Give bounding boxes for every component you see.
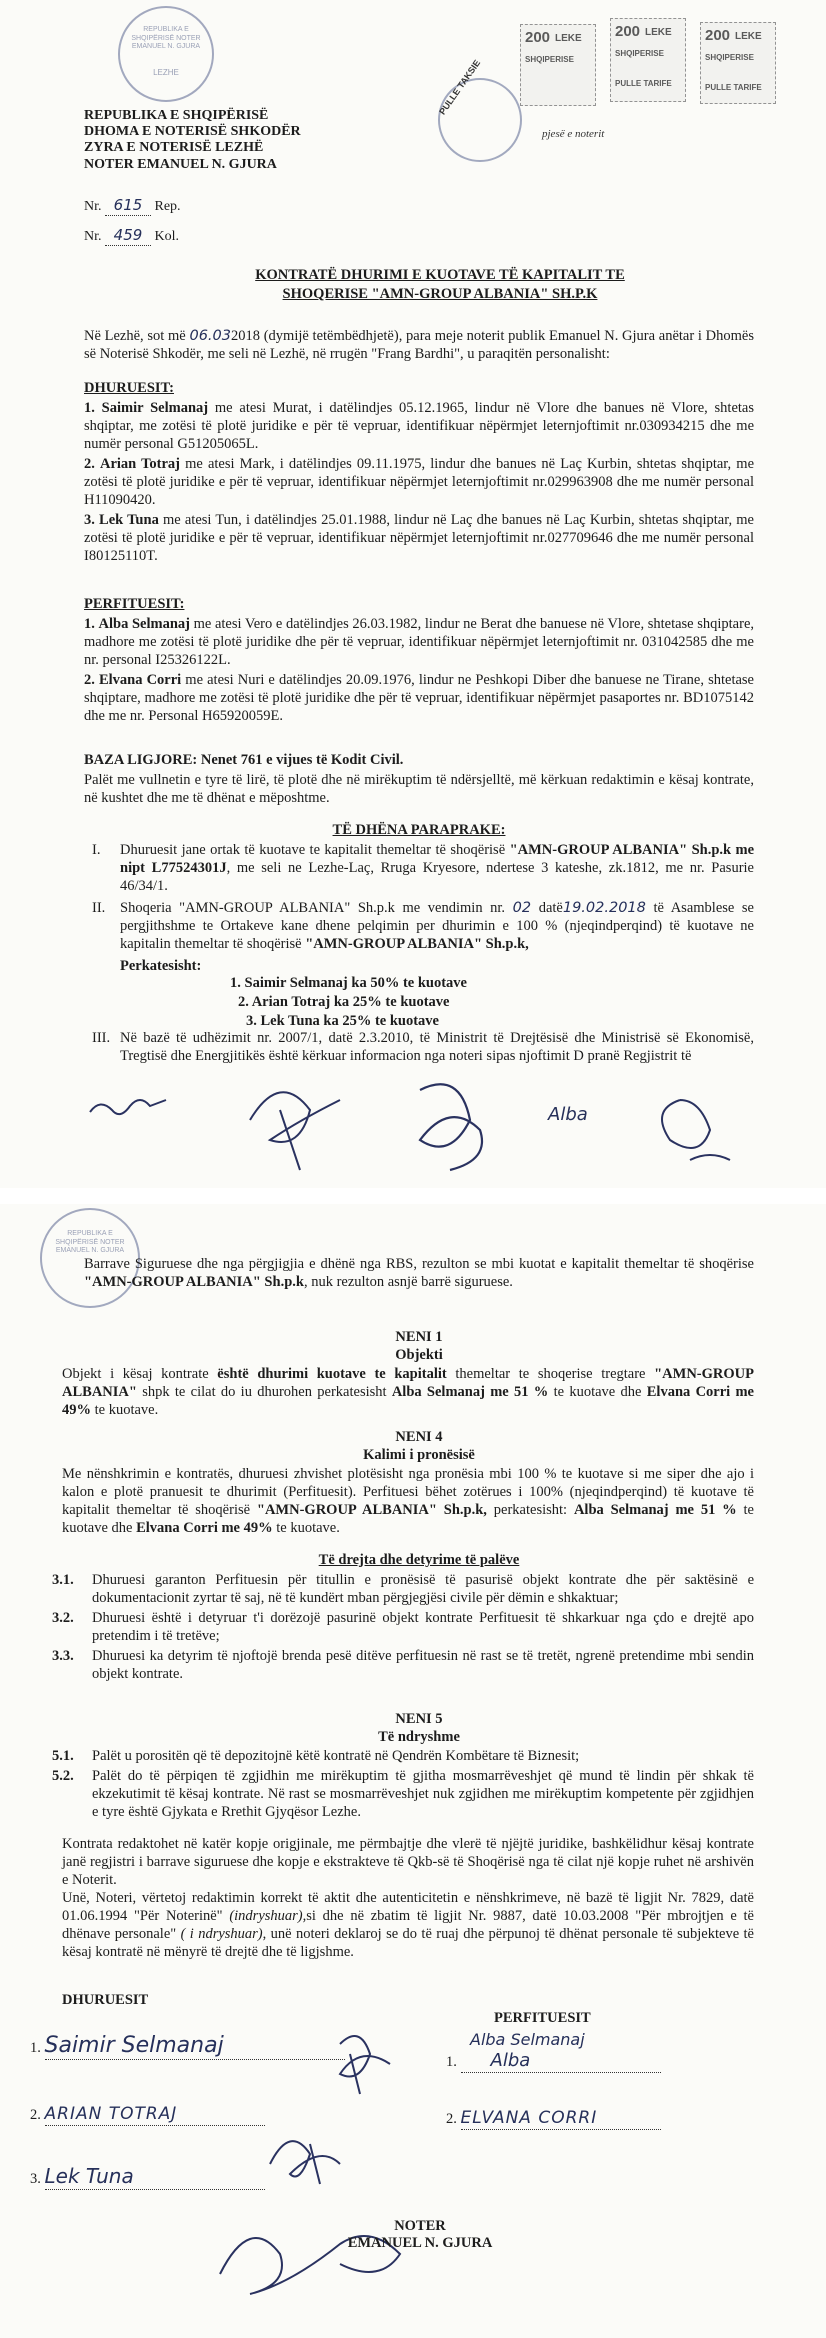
tax-stamp	[700, 22, 776, 104]
share-item: 2. Arian Totraj ka 25% te kuotave	[238, 993, 450, 1010]
beneficiary-entry: 2. Elvana Corri me atesi Nuri e datëlindjes 20.09.1976, lindur ne Peshkopi Diber dhe banuese ne Tirane, shtetase shqiptare, madhore me zotësi të plotë juridike dhe për të vepruar, identifikuar nëpërmjet pasaportes nr. BD1075142 dhe me nr. Personal H65920059E.	[84, 671, 754, 724]
contract-title: KONTRATË DHURIMI E KUOTAVE TË KAPITALIT TE SHOQERISE "AMN-GROUP ALBANIA" SH.P.K	[255, 267, 625, 302]
stamp-type: PULLE TARIFE	[615, 79, 672, 88]
article-1-heading: NENI 1 Objekti	[395, 1329, 443, 1364]
stamp-value: 200	[525, 29, 551, 46]
tax-stamp	[610, 18, 686, 102]
page2-signatures	[0, 2024, 826, 2338]
donor-signature: ARIAN TOTRAJ	[45, 2104, 265, 2126]
article-4-heading: NENI 4 Kalimi i pronësisë	[363, 1429, 475, 1464]
handwritten-decision-number: 02	[512, 900, 532, 916]
parties-paragraph: Palët me vullnetin e tyre të lirë, të plotë dhe në mirëkuptim të ndërsjelltë, më kërkuan redaktimin e kësaj kontrate, në kushtet dhe me të dhënat e mëposhtme.	[84, 772, 754, 806]
stamp-currency: LEKE	[735, 31, 762, 42]
misc-list	[52, 1748, 754, 1822]
stamp-country: SHQIPERISE	[525, 55, 574, 64]
signature-alba: Alba	[548, 1104, 588, 1125]
article-4-text: Me nënshkrimin e kontratës, dhuruesi zhvishet plotësisht nga pronësia mbi 100 % te kuotave si me siper dhe ajo i kalon e plotë pranuesit te dhurimit (Perfituesit). Perfituesi bëhet zotërues i 100% (njeqindperqind) të kuotave të kapitalit themeltar të shoqërisë "AMN-GROUP ALBANIA" Sh.p.k, perkatesisht: Alba Selmanaj me 51 % te kuotave dhe Elvana Corri me 49% te kuotave.	[62, 1466, 754, 1536]
closing-copies: Kontrata redaktohet në katër kopje origjinale, me përmbajtje dhe vlerë të njëjtë juridike, bashkëlidhur kësaj kontrate janë regjistri i barrave siguruese dhe kopje e ekstrakteve të Qkb-së të Shoqërisë nga të cilat një kopje ruhet në arshivën e Noterit.	[62, 1836, 754, 1888]
kol-number-line: Nr. 459 Kol.	[84, 226, 179, 244]
signature-scribble	[250, 1092, 340, 1170]
beneficiaries-heading: PERFITUESIT:	[84, 596, 185, 612]
beneficiary-entry: 1. Alba Selmanaj me atesi Vero e datëlindjes 26.03.1982, lindur ne Berat dhe banuese në Vlore, shtetase shqiptare, madhore me zotësi të plotë juridike dhe për të vepruar, identifikuar nëpërmjet leternjoftimit nr. 031042585 dhe me nr. personal I25326122L.	[84, 616, 755, 668]
donors-sign-label: DHURUESIT	[62, 1992, 149, 2008]
seal-text: REPUBLIKA E SHQIPËRISË NOTER EMANUEL N. GJURA	[131, 26, 201, 51]
signature-scribble	[270, 2141, 340, 2184]
notary-signature-block	[300, 2218, 540, 2253]
rights-list	[52, 1572, 754, 1684]
seal-text: REPUBLIKA E SHQIPËRISË NOTER EMANUEL N. GJURA	[55, 1230, 125, 1255]
signature-scribble	[420, 1084, 482, 1170]
continuation-paragraph: Barrave Siguruese dhe nga përgjigjia e dhënë nga RBS, rezulton se mbi kuotat e kapitalit themeltar të shoqërise "AMN-GROUP ALBANIA" Sh.p.k, nuk rezulton asnjë barrë siguruese.	[84, 1256, 754, 1290]
stamp-value: 200	[615, 23, 641, 40]
beneficiary-signature: ELVANA CORRI	[461, 2108, 661, 2130]
header-line: DHOMA E NOTERISË SHKODËR	[84, 124, 301, 140]
stamp-country: SHQIPERISE	[615, 49, 664, 58]
donor-signature: Saimir Selmanaj	[45, 2032, 345, 2060]
shares-label: Perkatesisht:	[120, 958, 202, 974]
misc-item: 5.2. Palët do të përpiqen të zgjidhin me mirëkuptim të gjitha mosmarrëveshjet që mund të lindin për shkak të ekzekutimit të kësaj kontrate. Në rast se mosmarrëveshjet nuk zgjidhen me mirëkuptim kompetente për zgjidhjen e tyre është Gjykata e Rrethit Gjyqësor Lezhe.	[52, 1767, 754, 1820]
signature-scribble	[340, 2036, 390, 2094]
misc-item: 5.1. Palët u porositën që të depozitojnë këtë kontratë në Qendrën Kombëtare të Biznesit;	[52, 1748, 580, 1764]
notary-note: pjesë e noterit	[542, 128, 605, 140]
donor-entry: 2. Arian Totraj me atesi Mark, i datëlindjes 09.11.1975, lindur dhe banues në Laç Kurbin, shtetas shqiptar, me zotësi të plotë juridike e për të vepruar, identifikuar nëpërmjet leternjoftimit nr.029963908 dhe me numër personal H11090420.	[84, 455, 755, 508]
shares-list	[230, 974, 467, 1031]
rights-item: 3.1. Dhuruesi garanton Perfituesin për titullin e pronësisë të pasurisë objekt kontrate dhe për saktësinë e dokumentacionit zyrtar të saj, në të kundërt mban përgjegjësi civile për dëmin e shkaktuar;	[52, 1572, 754, 1606]
page-gap	[0, 1188, 826, 1204]
kol-number: 459	[105, 226, 151, 246]
rights-item: 3.3. Dhuruesi ka detyrim të njoftojë brenda pesë ditëve perfituesin në rast se të tretët, ngrenë pretendime mbi sendin objekt kontrate.	[52, 1647, 754, 1682]
tax-stamp	[520, 24, 596, 106]
beneficiaries-list	[84, 616, 754, 726]
header-line: REPUBLIKA E SHQIPËRISË	[84, 108, 269, 123]
donor-signature-row: 3. Lek Tuna	[30, 2164, 410, 2190]
notary-header	[84, 108, 301, 173]
donors-heading: DHURUESIT:	[84, 380, 174, 396]
prelim-heading: TË DHËNA PARAPRAKE:	[332, 822, 506, 838]
rights-heading: Të drejta dhe detyrime të palëve	[318, 1552, 520, 1568]
notary-seal-stamp	[118, 6, 214, 102]
notary-title: NOTER	[394, 2218, 446, 2234]
prelim-item: II. Shoqeria "AMN-GROUP ALBANIA" Sh.p.k me vendimin nr. 02 datë19.02.2018 të Asamblese se pergjithshme te Ortakeve kane dhene pelqimin per dhurimin e 100 % (njeqindperqind) të kuotave ne kapitalin themeltar të shoqërisë "AMN-GROUP ALBANIA" Sh.p.k,	[92, 900, 754, 952]
header-line: ZYRA E NOTERISË LEZHË	[84, 140, 264, 156]
article-5-heading: NENI 5 Të ndryshme	[378, 1711, 460, 1746]
donor-signature-row: 1. Saimir Selmanaj	[30, 2032, 410, 2060]
tax-stamp-label: PULLE TAKSIE	[437, 58, 483, 117]
rep-number-line: Nr. 615 Rep.	[84, 196, 181, 214]
handwritten-decision-date: 19.02.2018	[562, 900, 646, 916]
beneficiary-signature-row: 1. Alba	[446, 2050, 746, 2073]
seal-city: LEZHE	[153, 68, 179, 77]
share-item: 3. Lek Tuna ka 25% te kuotave	[246, 1012, 439, 1029]
stamp-currency: LEKE	[645, 27, 672, 38]
stamp-type: PULLE TARIFE	[705, 83, 762, 92]
beneficiary-signature-row: 2. ELVANA CORRI	[446, 2108, 746, 2130]
legal-basis: BAZA LIGJORE: Nenet 761 e vijues të Kodit Civil.	[84, 752, 404, 768]
signature-scribble	[662, 1100, 730, 1160]
rep-number: 615	[105, 196, 151, 216]
donor-entry: 3. Lek Tuna me atesi Tun, i datëlindjes 25.01.1988, lindur në Laç dhe banues në Laç Kurbin, shtetas shqiptar, me zotësi të plotë juridike e për të vepruar, identifikuar nëpërmjet leternjoftimit nr.027709646 dhe me numër personal I80125110T.	[84, 511, 754, 564]
intro-paragraph: Në Lezhë, sot më 06.032018 (dymijë tetëmbëdhjetë), para meje noterit publik Emanuel N. Gjura anëtar i Dhomës së Noterisë Shkodër, me seli në Lezhë, në rrugën "Frang Bardhi", u paraqitën personalisht:	[84, 328, 754, 362]
donors-list	[84, 400, 754, 566]
article-1-text: Objekt i kësaj kontrate është dhurimi kuotave te kapitalit themeltar te shoqerise tregtare "AMN-GROUP ALBANIA" shpk te cilat do iu dhurohen perkatesisht Alba Selmanaj me 51 % te kuotave dhe Elvana Corri me 49% te kuotave.	[62, 1366, 754, 1418]
donor-signature: Lek Tuna	[45, 2164, 265, 2190]
prelim-item: I. Dhuruesit jane ortak të kuotave te kapitalit themeltar të shoqërisë "AMN-GROUP ALBANIA" Sh.p.k me nipt L77524301J, me seli ne Lezhe-Laç, Rruga Kryesore, ndertese 3 kateshe, zk.1812, me nr. Pasurie 46/34/1.	[92, 842, 754, 894]
stamp-country: SHQIPERISE	[705, 53, 754, 62]
page1-signatures	[0, 1060, 826, 1188]
handwritten-date: 06.03	[189, 328, 231, 344]
contract-page-2	[0, 1204, 826, 2338]
closing-notary-statement: Unë, Noteri, vërtetoj redaktimin korrekt të aktit dhe autenticitetin e nënshkrimeve, në bazë të ligjit Nr. 7829, datë 01.06.1994 "Për Noterinë" (indryshuar),si dhe në zbatim të ligjit Nr. 9887, datë 10.03.2008 "Për mbrojtjen e të dhënave personale" ( i ndryshuar), unë noteri deklaroj se do të ruaj dhe përpunoj të dhënat personale të subjekteve të kësaj kontratë në mënyrë të drejtë dhe të ligjshme.	[62, 1890, 754, 1960]
donor-entry: 1. Saimir Selmanaj me atesi Murat, i datëlindjes 05.12.1965, lindur në Vlore dhe banues në Vlore, shtetas shqiptar, me zotësi të plotë juridike e për të vepruar, identifikuar nëpërmjet leternjoftimit nr.030934215 dhe me numër personal G51205065L.	[84, 400, 755, 452]
rights-item: 3.2. Dhuruesi është i detyruar t'i dorëzojë pasurinë objekt kontrate Perfituesit të shkarkuar nga çdo e drejtë apo pretendim i të tretëve;	[52, 1609, 754, 1644]
beneficiary-signature: Alba	[461, 2050, 661, 2073]
donor-signature-row: 2. ARIAN TOTRAJ	[30, 2104, 410, 2126]
stamp-value: 200	[705, 27, 731, 44]
beneficiary-printed-name: Alba Selmanaj	[470, 2030, 585, 2049]
signature-scribble	[90, 1100, 166, 1114]
stamp-currency: LEKE	[555, 33, 582, 44]
notary-name: EMANUEL N. GJURA	[347, 2235, 493, 2252]
prelim-item: III. Në bazë të udhëzimit nr. 2007/1, datë 2.3.2010, të Ministrit të Drejtësisë dhe Ministrisë së Ekonomisë, Tregtisë dhe Energjitikës është kërkuar informacion nga noteri sipas njoftimit D pranë Regjistrit të	[92, 1030, 754, 1064]
share-item: 1. Saimir Selmanaj ka 50% te kuotave	[230, 975, 467, 991]
beneficiaries-sign-label: PERFITUESIT	[494, 2010, 591, 2026]
header-line: NOTER EMANUEL N. GJURA	[84, 156, 277, 172]
